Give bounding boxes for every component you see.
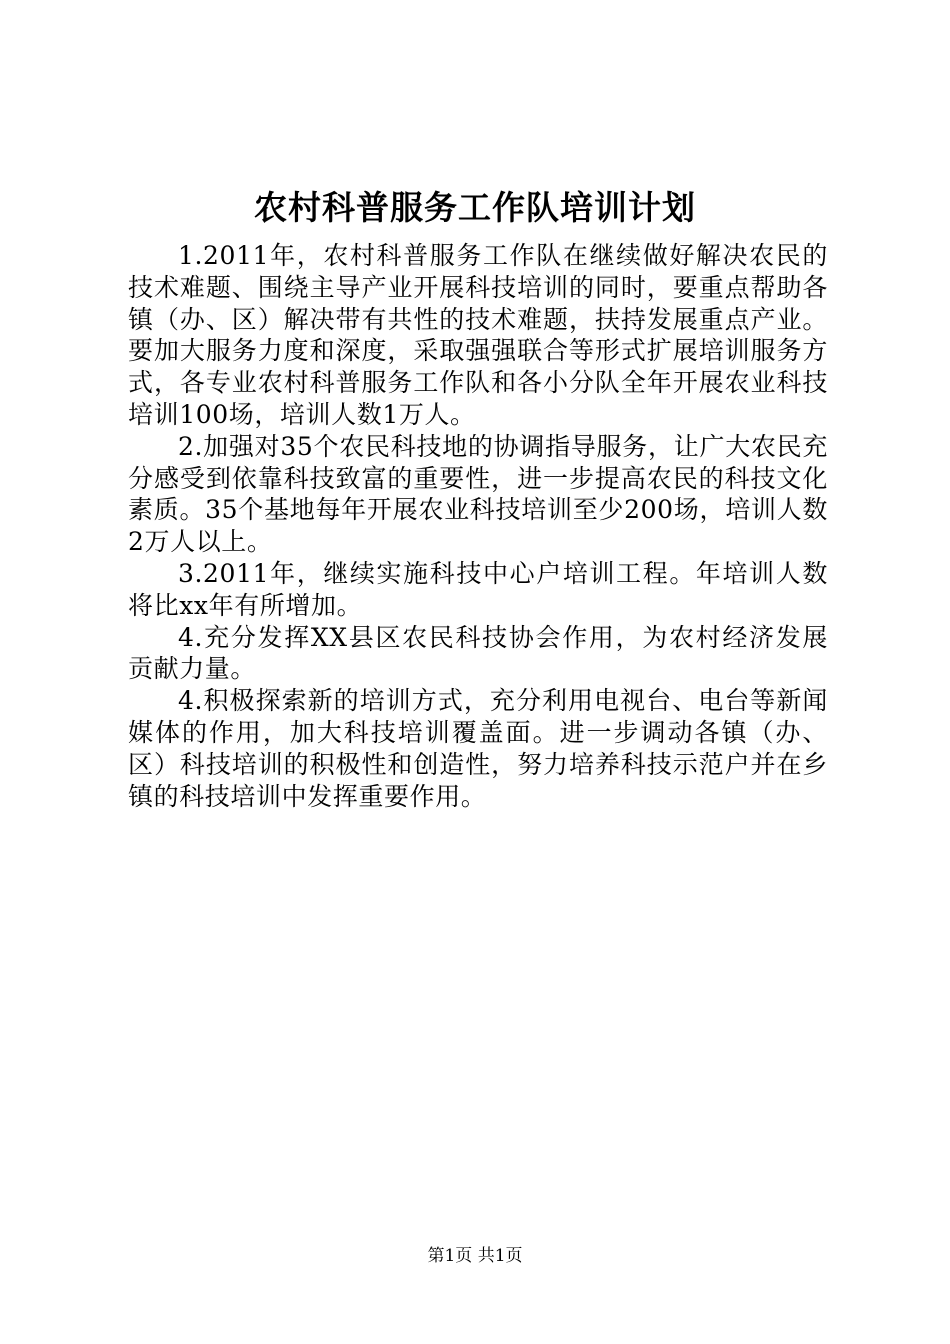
- document-title: 农村科普服务工作队培训计划: [254, 188, 696, 227]
- paragraph-5: 4.积极探索新的培训方式，充分利用电视台、电台等新闻媒体的作用，加大科技培训覆盖面。进一步调动各镇（办、区）科技培训的积极性和创造性，努力培养科技示范户并在乡镇的科技培训中发挥重要作用。: [128, 686, 828, 811]
- paragraph-3: 3.2011年，继续实施科技中心户培训工程。年培训人数将比xx年有所增加。: [128, 558, 828, 620]
- document-body: [128, 240, 828, 812]
- paragraph-1: 1.2011年，农村科普服务工作队在继续做好解决农民的技术难题、围绕主导产业开展科技培训的同时，要重点帮助各镇（办、区）解决带有共性的技术难题，扶持发展重点产业。要加大服务力度和深度，采取强强联合等形式扩展培训服务方式，各专业农村科普服务工作队和各小分队全年开展农业科技培训100场，培训人数1万人。: [128, 241, 828, 429]
- paragraph-2: 2.加强对35个农民科技地的协调指导服务，让广大农民充分感受到依靠科技致富的重要性，进一步提高农民的科技文化素质。35个基地每年开展农业科技培训至少200场，培训人数2万人以上。: [128, 431, 828, 557]
- page-footer: 第1页 共1页: [427, 1246, 523, 1266]
- paragraph-4: 4.充分发挥XX县区农民科技协会作用，为农村经济发展贡献力量。: [128, 622, 828, 684]
